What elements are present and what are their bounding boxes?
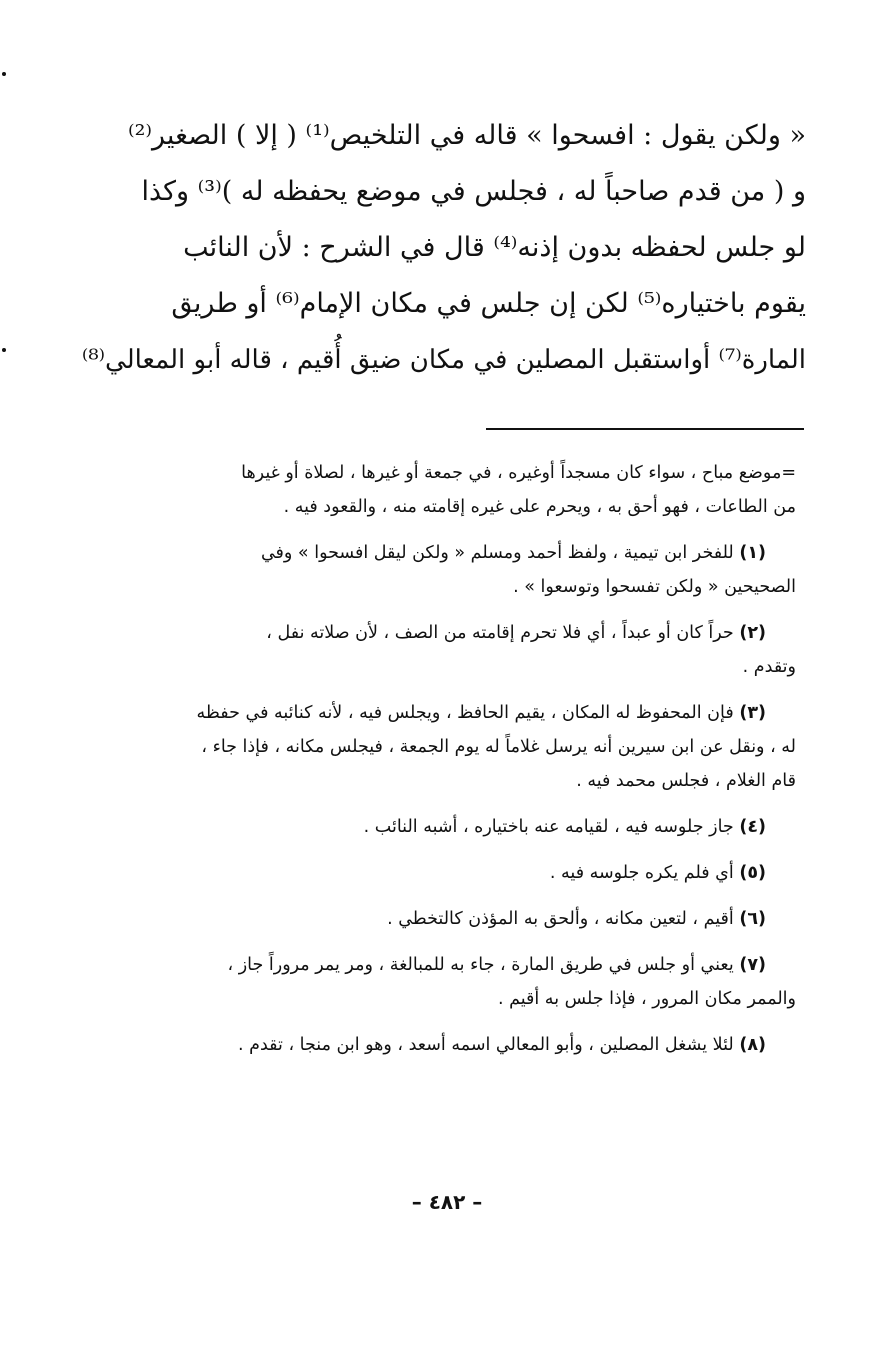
- footnote-line: حراً كان أو عبداً ، أي فلا تحرم إقامته من الصف ، لأن صلاته نفل ،: [266, 623, 734, 643]
- footnote-number: (٨): [739, 1035, 766, 1055]
- footnote-5: [66, 856, 796, 890]
- main-text-line: لو جلس لحفظه بدون إذنه⁽⁴⁾ قال في الشرح : لأن النائب: [183, 232, 806, 263]
- footnotes: [66, 456, 796, 1074]
- footnote-separator: [486, 428, 804, 430]
- footnote-line: =موضع مباح ، سواء كان مسجداً أوغيره ، في جمعة أو غيرها ، لصلاة أو غيرها: [241, 463, 796, 483]
- footnote-line: للفخر ابن تيمية ، ولفظ أحمد ومسلم « ولكن ليقل افسحوا » وفي: [260, 543, 734, 563]
- main-text-line: يقوم باختياره⁽⁵⁾ لكن إن جلس في مكان الإمام⁽⁶⁾ أو طريق: [171, 288, 806, 319]
- footnote-1: [66, 536, 796, 604]
- footnote-line: أي فلم يكره جلوسه فيه .: [549, 863, 734, 883]
- footnote-continuation: [66, 456, 796, 524]
- footnote-2: [66, 616, 796, 684]
- footnote-line: جاز جلوسه فيه ، لقيامه عنه باختياره ، أشبه النائب .: [363, 817, 734, 837]
- footnote-line: له ، ونقل عن ابن سيرين أنه يرسل غلاماً له يوم الجمعة ، فيجلس مكانه ، فإذا جاء ،: [201, 737, 796, 757]
- main-text-line: « ولكن يقول : افسحوا » قاله في التلخيص⁽¹⁾ ( إلا ) الصغير⁽²⁾: [127, 120, 806, 151]
- footnote-line: وتقدم .: [742, 657, 796, 677]
- footnote-6: [66, 902, 796, 936]
- footnote-number: (٤): [739, 817, 766, 837]
- footnote-line: يعني أو جلس في طريق المارة ، جاء به للمبالغة ، ومر يمر مروراً جاز ،: [227, 955, 734, 975]
- footnote-3: [66, 696, 796, 798]
- footnote-number: (٥): [739, 863, 766, 883]
- footnote-number: (٣): [739, 703, 766, 723]
- page-number: – ٤٨٢ –: [411, 1190, 483, 1214]
- footnote-number: (٦): [739, 909, 766, 929]
- footnote-line: قام الغلام ، فجلس محمد فيه .: [576, 771, 796, 791]
- footnote-line: والممر مكان المرور ، فإذا جلس به أقيم .: [497, 989, 796, 1009]
- main-text: [76, 108, 806, 388]
- footnote-number: (١): [739, 543, 766, 563]
- margin-mark: [2, 348, 6, 352]
- footnote-line: فإن المحفوظ له المكان ، يقيم الحافظ ، ويجلس فيه ، لأنه كنائبه في حفظه: [196, 703, 734, 723]
- footnote-number: (٢): [739, 623, 766, 643]
- footnote-line: أقيم ، لتعين مكانه ، وألحق به المؤذن كالتخطي .: [387, 909, 734, 929]
- main-text-line: و ( من قدم صاحباً له ، فجلس في موضع يحفظه له )⁽³⁾ وكذا: [141, 176, 806, 207]
- footnote-7: [66, 948, 796, 1016]
- footnote-line: من الطاعات ، فهو أحق به ، ويحرم على غيره إقامته منه ، والقعود فيه .: [283, 497, 796, 517]
- footnote-line: لئلا يشغل المصلين ، وأبو المعالي اسمه أسعد ، وهو ابن منجا ، تقدم .: [238, 1035, 734, 1055]
- footnote-8: [66, 1028, 796, 1062]
- main-text-line: المارة⁽⁷⁾ أواستقبل المصلين في مكان ضيق أُقيم ، قاله أبو المعالي⁽⁸⁾: [81, 345, 806, 375]
- footnote-line: الصحيحين « ولكن تفسحوا وتوسعوا » .: [513, 577, 796, 597]
- footnote-number: (٧): [739, 955, 766, 975]
- margin-mark: [2, 72, 6, 76]
- footnote-4: [66, 810, 796, 844]
